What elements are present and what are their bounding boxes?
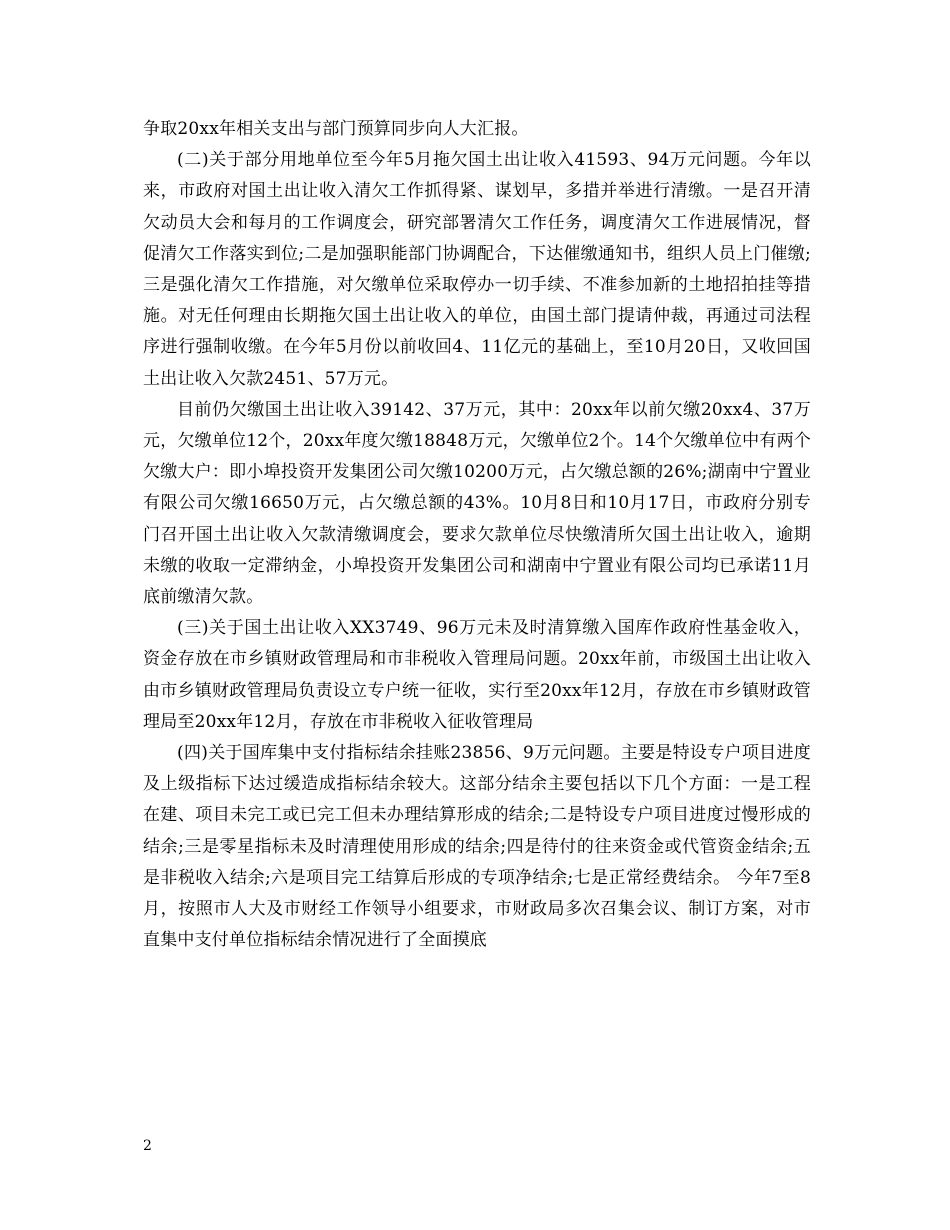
paragraph-4: (三)关于国土出让收入XX3749、96万元未及时清算缴入国库作政府性基金收入，资金存放在市乡镇财政管理局和市非税收入管理局问题。20xx年前，市级国土出让收入由市乡镇财政管理局负责设立专户统一征收，实行至20xx年12月，存放在市乡镇财政管理局至20xx年12月，存放在市非税收入征收管理局 xyxy=(143,618,811,732)
paragraph-2: (二)关于部分用地单位至今年5月拖欠国土出让收入41593、94万元问题。今年以来，市政府对国土出让收入清欠工作抓得紧、谋划早，多措并举进行清缴。一是召开清欠动员大会和每月的工作调度会，研究部署清欠工作任务，调度清欠工作进展情况，督促清欠工作落实到位;二是加强职能部门协调配合，下达催缴通知书，组织人员上门催缴;三是强化清欠工作措施，对欠缴单位采取停办一切手续、不准参加新的土地招拍挂等措施。对无任何理由长期拖欠国土出让收入的单位，由国土部门提请仲裁，再通过司法程序进行强制收缴。在今年5月份以前收回4、11亿元的基础上，至10月20日，又收回国土出让收入欠款2451、57万元。 xyxy=(143,150,811,389)
paragraph-3: 目前仍欠缴国土出让收入39142、37万元，其中：20xx年以前欠缴20xx4、37万元，欠缴单位12个，20xx年度欠缴18848万元，欠缴单位2个。14个欠缴单位中有两个欠缴大户：即小埠投资开发集团公司欠缴10200万元，占欠缴总额的26%;湖南中宁置业有限公司欠缴16650万元，占欠缴总额的43%。10月8日和10月17日，市政府分别专门召开国土出让收入欠款清缴调度会，要求欠款单位尽快缴清所欠国土出让收入，逾期未缴的收取一定滞纳金，小埠投资开发集团公司和湖南中宁置业有限公司均已承诺11月底前缴清欠款。 xyxy=(143,399,811,608)
paragraph-1: 争取20xx年相关支出与部门预算同步向人大汇报。 xyxy=(143,119,529,139)
paragraph-5: (四)关于国库集中支付指标结余挂账23856、9万元问题。主要是特设专户项目进度及上级指标下达过缓造成指标结余较大。这部分结余主要包括以下几个方面：一是工程在建、项目未完工或已完工但未办理结算形成的结余;二是特设专户项目进度过慢形成的结余;三是零星指标未及时清理使用形成的结余;四是待付的往来资金或代管资金结余;五是非税收入结余;六是项目完工结算后形成的专项净结余;七是正常经费结余。 今年7至8月，按照市人大及市财经工作领导小组要求，市财政局多次召集会议、制订方案，对市直集中支付单位指标结余情况进行了全面摸底 xyxy=(143,743,811,951)
page-number: 2 xyxy=(143,1138,152,1154)
document-body xyxy=(143,114,811,956)
